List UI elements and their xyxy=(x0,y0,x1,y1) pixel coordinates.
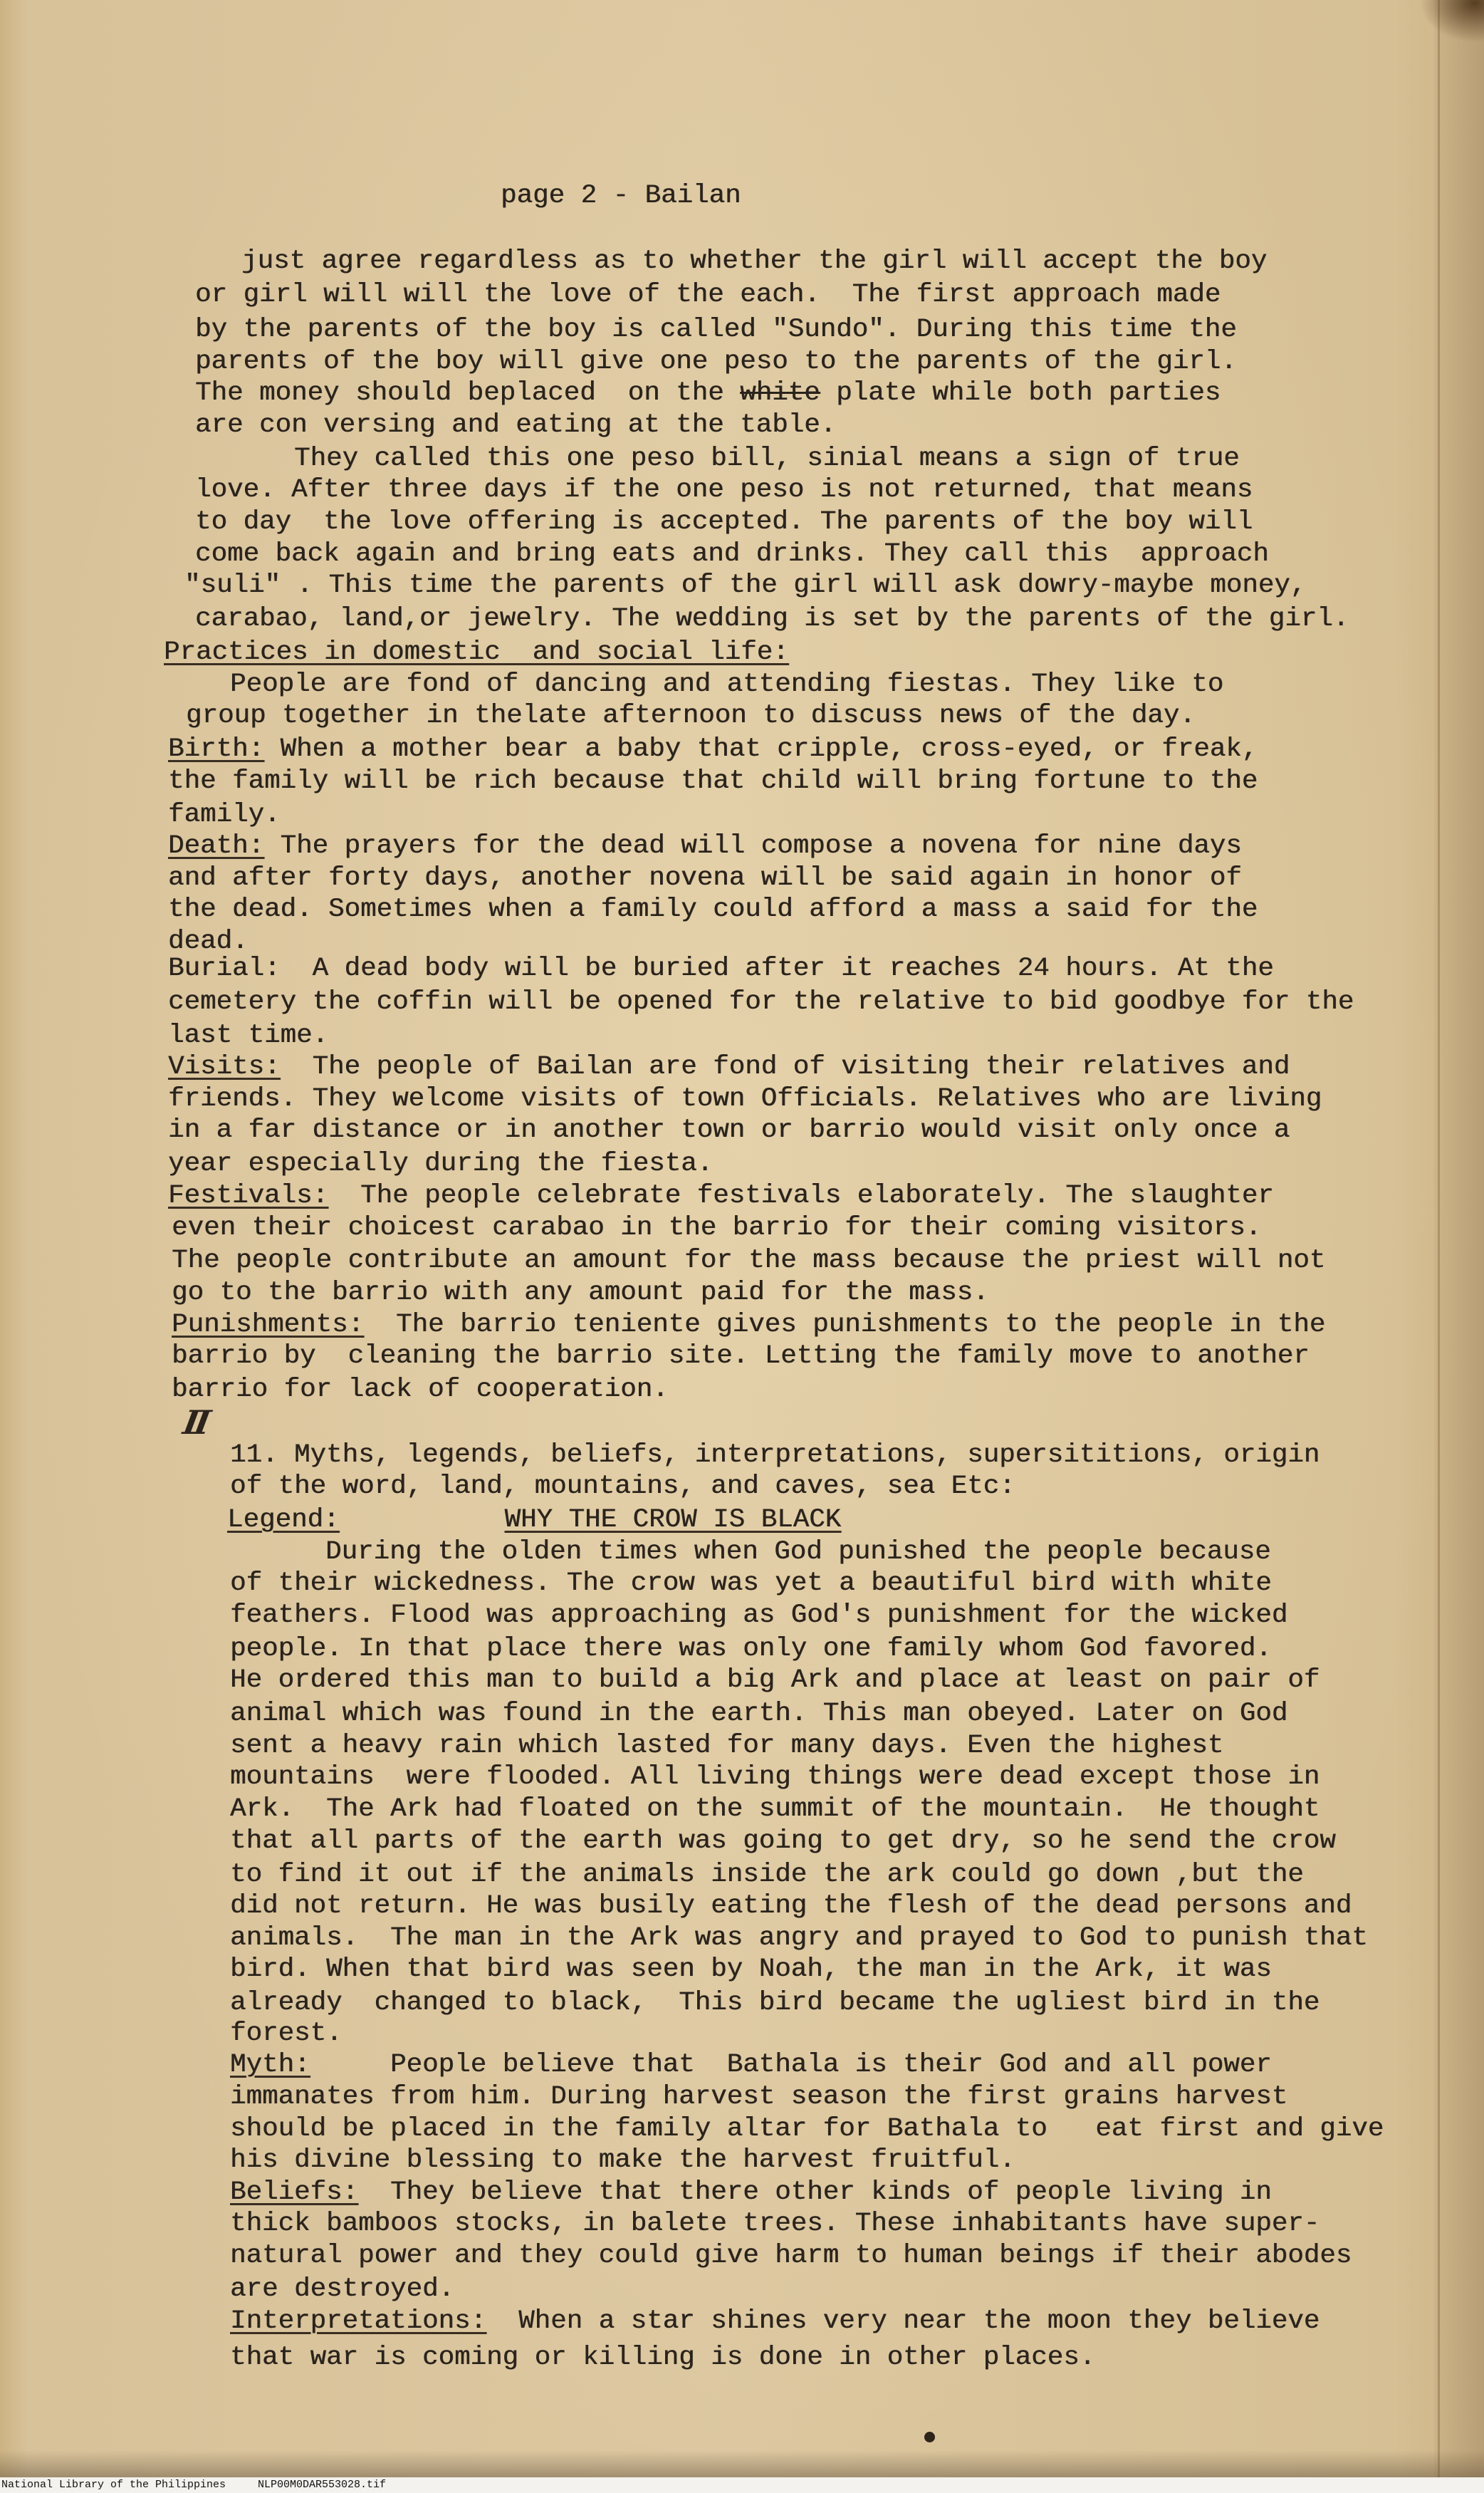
text-line xyxy=(230,1825,1336,1858)
text-line xyxy=(168,830,1242,863)
text-line xyxy=(230,2207,1320,2240)
text-line xyxy=(230,1633,1272,1665)
text-line xyxy=(227,1504,841,1536)
text-line xyxy=(168,893,1258,926)
text-line xyxy=(172,1244,1325,1277)
footer-library: National Library of the Philippines xyxy=(1,2479,226,2491)
text-line xyxy=(230,2305,1320,2338)
line-text: The people contribute an amount for the mass because the priest will not xyxy=(172,1246,1326,1276)
line-text: bird. When that bird was seen by Noah, the man in the Ark, it was xyxy=(230,1955,1272,1984)
line-text: feathers. Flood was approaching as God's punishment for the wicked xyxy=(230,1601,1288,1630)
text-line xyxy=(168,862,1242,895)
section-heading xyxy=(164,636,789,669)
line-text: When a mother bear a baby that cripple, cross-eyed, or freak, xyxy=(264,734,1258,764)
line-text: go to the barrio with any amount paid for the mass. xyxy=(172,1278,989,1308)
text-line xyxy=(230,1793,1320,1826)
line-text: of their wickedness. The crow was yet a beautiful bird with white xyxy=(230,1568,1272,1598)
line-text: animal which was found in the earth. This man obeyed. Later on God xyxy=(230,1699,1288,1729)
line-text: should be placed in the family altar for Bathala to eat first and give xyxy=(230,2114,1384,2144)
text-line xyxy=(168,986,1354,1019)
line-text: thick bamboos stocks, in balete trees. These inhabitants have super- xyxy=(230,2209,1320,2239)
page-edge-line xyxy=(1438,0,1440,2477)
text-line xyxy=(195,345,1237,378)
line-text: dead. xyxy=(168,927,249,957)
line-text: even their choicest carabao in the barrio for their coming visitors. xyxy=(172,1213,1262,1243)
line-text: immanates from him. During harvest season the first grains harvest xyxy=(230,2082,1288,2112)
line-text: by the parents of the boy is called "Sundo". During this time the xyxy=(195,315,1237,345)
line-text: people. In that place there was only one family whom God favored. xyxy=(230,1634,1272,1664)
text-line xyxy=(230,1439,1320,1472)
line-text: the family will be rich because that child will bring fortune to the xyxy=(168,766,1258,796)
line-text: come back again and bring eats and drinks. They call this approach xyxy=(195,539,1269,569)
line-text: plate while both parties xyxy=(820,378,1221,408)
section-label: Myth: xyxy=(230,2050,310,2080)
line-text: People believe that Bathala is their God and all power xyxy=(310,2050,1272,2080)
line-text: to day the love offering is accepted. The parents of the boy will xyxy=(195,507,1253,537)
text-line xyxy=(230,1890,1352,1922)
corner-stain xyxy=(1420,0,1484,43)
line-text: barrio by cleaning the barrio site. Letting the family move to another xyxy=(172,1341,1310,1371)
text-line xyxy=(195,603,1349,635)
bottom-shade xyxy=(0,2450,1484,2477)
line-text: just agree regardless as to whether the girl will accept the boy xyxy=(241,246,1268,276)
page-edge xyxy=(1434,0,1484,2477)
text-line xyxy=(186,699,1196,732)
text-line xyxy=(168,765,1258,798)
line-text: his divine blessing to make the harvest fruitful. xyxy=(230,2145,1015,2175)
line-text: group together in thelate afternoon to discuss news of the day. xyxy=(186,701,1196,731)
line-text: of the word, land, mountains, and caves, sea Etc: xyxy=(230,1472,1015,1501)
line-text: They believe that there other kinds of people living in xyxy=(358,2177,1272,2207)
line-text: that all parts of the earth was going to get dry, so he send the crow xyxy=(230,1826,1336,1856)
ink-dot xyxy=(924,2432,935,2442)
line-text: are con versing and eating at the table. xyxy=(195,410,837,440)
line-text: He ordered this man to build a big Ark and place at least on pair of xyxy=(230,1665,1320,1695)
text-line xyxy=(241,245,1267,278)
line-text: friends. They welcome visits of town Officials. Relatives who are living xyxy=(168,1084,1322,1114)
legend-title: WHY THE CROW IS BLACK xyxy=(504,1505,842,1535)
section-label: Beliefs: xyxy=(230,2177,359,2207)
text-line xyxy=(195,538,1269,571)
line-text: Burial: A dead body will be buried after it reaches 24 hours. At the xyxy=(168,954,1274,984)
line-text: They called this one peso bill, sinial means a sign of true xyxy=(294,444,1240,474)
text-line xyxy=(172,1308,1325,1341)
text-line xyxy=(230,1470,1015,1503)
text-line xyxy=(230,2144,1015,2177)
line-text: When a star shines very near the moon they believe xyxy=(486,2306,1320,2336)
line-text: last time. xyxy=(168,1021,329,1051)
text-line xyxy=(230,2017,343,2050)
text-line xyxy=(230,2081,1287,2113)
section-label: Practices in domestic and social life: xyxy=(164,637,789,667)
line-text: the dead. Sometimes when a family could afford a mass a said for the xyxy=(168,895,1258,925)
text-line xyxy=(195,506,1253,538)
line-text: or girl will will the love of the each. The first approach made xyxy=(195,280,1221,310)
section-label: Legend: xyxy=(227,1505,340,1535)
line-text: year especially during the fiesta. xyxy=(168,1149,714,1179)
line-text: During the olden times when God punished the people because xyxy=(325,1537,1271,1567)
text-line xyxy=(325,1536,1271,1568)
text-line xyxy=(230,2239,1352,2272)
text-line xyxy=(230,1953,1272,1986)
section-label: Birth: xyxy=(168,734,265,764)
text-line xyxy=(230,1664,1320,1697)
line-text: sent a heavy rain which lasted for many days. Even the highest xyxy=(230,1731,1224,1761)
line-text: The money should beplaced on the xyxy=(195,378,741,408)
line-text: The people of Bailan are fond of visiting their relatives and xyxy=(280,1052,1290,1082)
struck-word: white xyxy=(740,378,820,408)
text-line xyxy=(294,442,1240,475)
text-line xyxy=(195,279,1221,311)
archive-footer xyxy=(0,2477,1484,2493)
text-line xyxy=(230,1922,1368,1955)
line-text: already changed to black, This bird became the ugliest bird in the xyxy=(230,1988,1320,2018)
line-text: Ark. The Ark had floated on the summit of the mountain. He thought xyxy=(230,1794,1320,1824)
text-line xyxy=(195,474,1253,506)
text-line xyxy=(168,733,1258,766)
line-text: family. xyxy=(168,800,281,830)
text-line xyxy=(168,952,1274,985)
text-line xyxy=(195,377,1221,410)
line-text: in a far distance or in another town or barrio would visit only once a xyxy=(168,1115,1290,1145)
line-text: barrio for lack of cooperation. xyxy=(172,1375,669,1405)
footer-filename: NLP00M0DAR553028.tif xyxy=(258,2479,387,2491)
text-line xyxy=(168,1051,1290,1083)
text-line xyxy=(230,1987,1320,2019)
line-text: parents of the boy will give one peso to the parents of the girl. xyxy=(195,347,1237,377)
text-line xyxy=(172,1212,1261,1244)
section-label: Death: xyxy=(168,831,265,861)
text-line xyxy=(230,2341,1095,2374)
text-line xyxy=(230,2176,1272,2209)
line-text: forest. xyxy=(230,2019,343,2049)
section-label: Visits: xyxy=(168,1052,281,1082)
text-line xyxy=(168,1180,1274,1212)
text-line xyxy=(230,2113,1384,2145)
line-text: "suli" . This time the parents of the girl will ask dowry-maybe money, xyxy=(184,571,1307,600)
line-text: are destroyed. xyxy=(230,2274,455,2304)
line-text: and after forty days, another novena will be said again in honor of xyxy=(168,863,1242,893)
text-line xyxy=(230,1599,1287,1632)
line-text: The barrio teniente gives punishments to the people in the xyxy=(364,1310,1326,1340)
text-line xyxy=(230,2049,1272,2081)
line-text: People are fond of dancing and attending fiestas. They like to xyxy=(230,670,1224,699)
text-line xyxy=(230,1729,1223,1762)
text-line xyxy=(168,1019,328,1052)
section-label: Punishments: xyxy=(172,1310,365,1340)
line-text: The prayers for the dead will compose a novena for nine days xyxy=(264,831,1242,861)
text-line xyxy=(230,668,1223,701)
line-text: to find it out if the animals inside the ark could go down ,but the xyxy=(230,1860,1304,1890)
line-text: did not return. He was busily eating the flesh of the dead persons and xyxy=(230,1891,1352,1921)
text-line xyxy=(168,1083,1322,1115)
section-label: Festivals: xyxy=(168,1181,329,1211)
text-line xyxy=(195,313,1237,346)
section-label: Interpretations: xyxy=(230,2306,487,2336)
text-line xyxy=(230,1761,1320,1794)
line-text: cemetery the coffin will be opened for the relative to bid goodbye for the xyxy=(168,987,1354,1017)
text-line xyxy=(195,409,836,442)
text-line xyxy=(172,1276,989,1309)
handwritten-margin-mark: II xyxy=(180,1403,209,1442)
page-header: page 2 - Bailan xyxy=(501,181,741,211)
line-text: animals. The man in the Ark was angry and prayed to God to punish that xyxy=(230,1923,1368,1953)
text-line xyxy=(184,569,1306,602)
text-line xyxy=(172,1373,669,1406)
text-line xyxy=(172,1340,1310,1373)
text-line xyxy=(230,1567,1272,1600)
text-line xyxy=(230,1858,1304,1891)
text-line xyxy=(230,1697,1287,1730)
line-text: carabao, land,or jewelry. The wedding is set by the parents of the girl. xyxy=(195,604,1349,634)
text-line xyxy=(168,1114,1290,1147)
text-line xyxy=(230,2273,454,2306)
line-text: love. After three days if the one peso is not returned, that means xyxy=(195,475,1253,505)
text-line xyxy=(168,798,281,831)
text-line xyxy=(168,1147,713,1180)
line-text: mountains were flooded. All living things were dead except those in xyxy=(230,1762,1320,1792)
line-text: The people celebrate festivals elaborately. The slaughter xyxy=(328,1181,1274,1211)
line-text: 11. Myths, legends, beliefs, interpretations, supersititions, origin xyxy=(230,1440,1320,1470)
line-text: natural power and they could give harm to human beings if their abodes xyxy=(230,2241,1352,2271)
line-text: that war is coming or killing is done in other places. xyxy=(230,2343,1096,2373)
